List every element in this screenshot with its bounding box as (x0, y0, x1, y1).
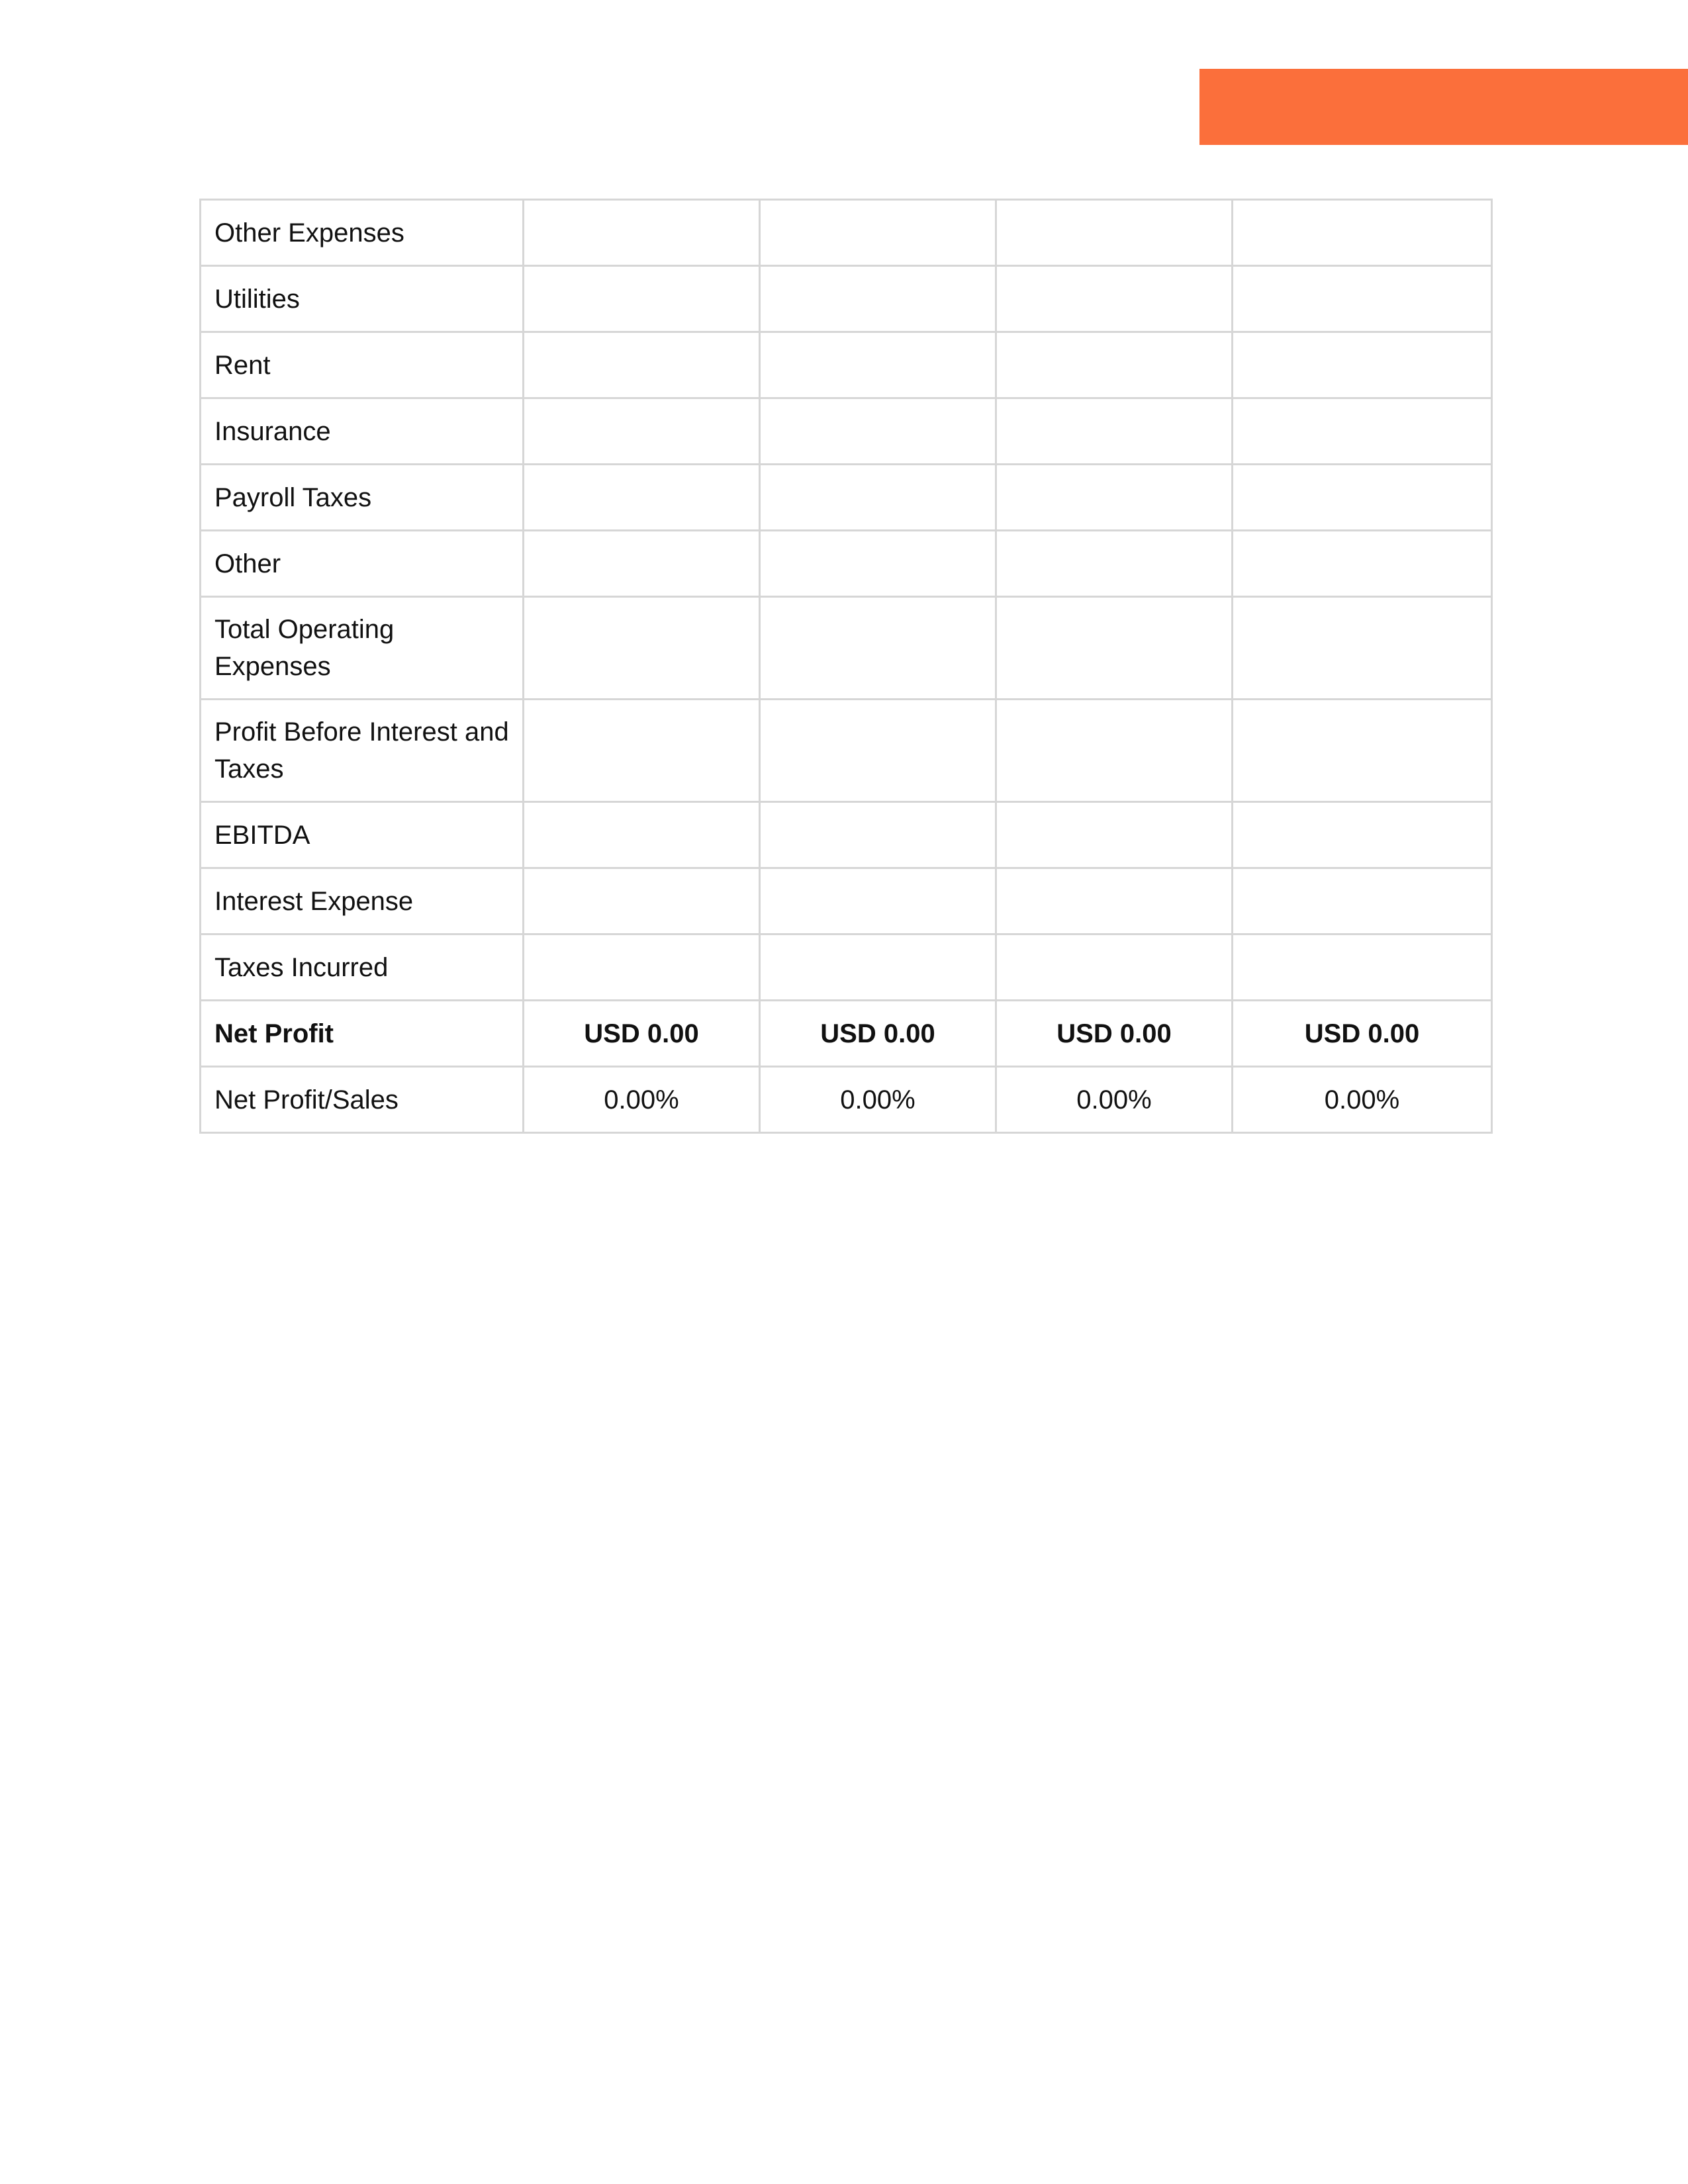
table-cell: USD 0.00 (1233, 1001, 1492, 1067)
table-cell (760, 802, 996, 868)
table-cell (760, 531, 996, 597)
table-cell: USD 0.00 (524, 1001, 760, 1067)
table-cell (760, 266, 996, 332)
table-cell (996, 531, 1233, 597)
row-label: Interest Expense (201, 868, 524, 934)
table-cell (1233, 531, 1492, 597)
table-row (201, 934, 1492, 1001)
table-cell (760, 597, 996, 700)
row-label: Taxes Incurred (201, 934, 524, 1001)
table-cell (996, 465, 1233, 531)
row-label: Profit Before Interest and Taxes (201, 700, 524, 802)
table-cell: USD 0.00 (760, 1001, 996, 1067)
table-cell (760, 200, 996, 266)
table-cell (524, 465, 760, 531)
table-row (201, 700, 1492, 802)
table-cell (1233, 332, 1492, 398)
table-cell (524, 934, 760, 1001)
table-cell (760, 332, 996, 398)
table-cell (1233, 597, 1492, 700)
table-cell (1233, 802, 1492, 868)
table-cell: USD 0.00 (996, 1001, 1233, 1067)
table-row (201, 266, 1492, 332)
table-cell: 0.00% (996, 1067, 1233, 1133)
header-accent-bar (1199, 69, 1688, 145)
table-cell: 0.00% (760, 1067, 996, 1133)
table-cell (760, 398, 996, 465)
table-row (201, 465, 1492, 531)
table-cell (996, 700, 1233, 802)
table-cell (1233, 465, 1492, 531)
net-profit-row (201, 1001, 1492, 1067)
table-cell (1233, 934, 1492, 1001)
profit-loss-table (199, 199, 1493, 1134)
table-cell (524, 332, 760, 398)
table-cell (1233, 868, 1492, 934)
table-cell (996, 200, 1233, 266)
table-cell (524, 398, 760, 465)
row-label: Rent (201, 332, 524, 398)
table-cell (996, 597, 1233, 700)
table-cell: 0.00% (1233, 1067, 1492, 1133)
net-profit-sales-row (201, 1067, 1492, 1133)
table-cell: 0.00% (524, 1067, 760, 1133)
row-label: EBITDA (201, 802, 524, 868)
table-cell (760, 868, 996, 934)
row-label: Other Expenses (201, 200, 524, 266)
table-cell (760, 700, 996, 802)
table-cell (524, 531, 760, 597)
table-cell (996, 802, 1233, 868)
table-cell (1233, 398, 1492, 465)
table-cell (1233, 200, 1492, 266)
table-row (201, 332, 1492, 398)
table-cell (524, 597, 760, 700)
row-label: Net Profit (201, 1001, 524, 1067)
row-label: Total Operating Expenses (201, 597, 524, 700)
row-label: Net Profit/Sales (201, 1067, 524, 1133)
table-cell (524, 200, 760, 266)
table-cell (996, 934, 1233, 1001)
row-label: Other (201, 531, 524, 597)
table-row (201, 868, 1492, 934)
table-cell (524, 802, 760, 868)
row-label: Utilities (201, 266, 524, 332)
table-row (201, 200, 1492, 266)
table-cell (1233, 266, 1492, 332)
table-cell (996, 868, 1233, 934)
table-cell (996, 398, 1233, 465)
table-row (201, 398, 1492, 465)
row-label: Payroll Taxes (201, 465, 524, 531)
table-cell (760, 465, 996, 531)
row-label: Insurance (201, 398, 524, 465)
table-row (201, 802, 1492, 868)
table-row (201, 531, 1492, 597)
table-cell (524, 868, 760, 934)
table-row (201, 597, 1492, 700)
table-cell (996, 266, 1233, 332)
table-cell (524, 266, 760, 332)
table-cell (1233, 700, 1492, 802)
table-cell (996, 332, 1233, 398)
table-cell (760, 934, 996, 1001)
table-cell (524, 700, 760, 802)
